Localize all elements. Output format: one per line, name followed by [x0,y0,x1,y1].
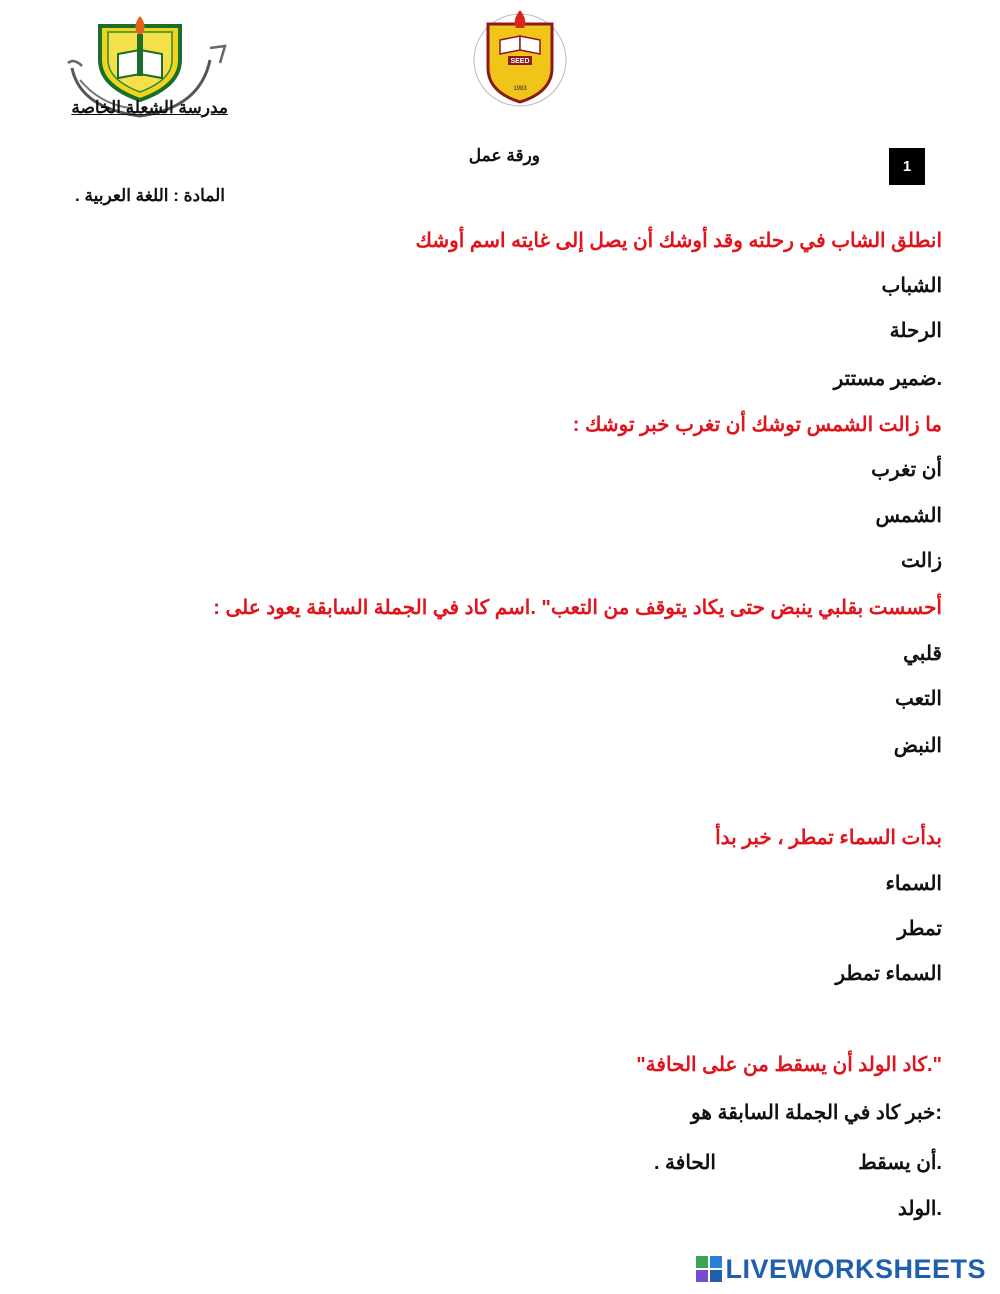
school-name: مدرسة الشعلة الخاصة [71,98,228,117]
question-5-subprompt: :خبر كاد في الجملة السابقة هو [691,1102,942,1124]
worksheet-title: ورقة عمل [468,146,540,165]
question-5-option-2[interactable]: الحافة . [653,1152,716,1174]
seed-logo [470,6,570,114]
liveworksheets-brand[interactable] [696,1253,986,1285]
question-3-option-3[interactable]: النبض [893,735,942,757]
question-1-option-2[interactable]: الرحلة [889,320,942,342]
question-4-option-1[interactable]: السماء [885,873,942,895]
subject-label: المادة : اللغة العربية . [75,186,225,205]
seed-logo-label: SEED [510,58,530,65]
question-3-option-1[interactable]: قلبي [903,643,942,665]
question-5-option-3[interactable]: .الولد [897,1198,942,1220]
page-number-badge: 1 [889,148,925,185]
question-2-prompt: ما زالت الشمس توشك أن تغرب خبر توشك : [572,414,942,436]
question-4-option-3[interactable]: السماء تمطر [835,963,942,985]
question-4-option-2[interactable]: تمطر [897,918,942,940]
question-2-option-2[interactable]: الشمس [875,505,942,527]
question-1-prompt: انطلق الشاب في رحلته وقد أوشك أن يصل إلى غايته اسم أوشك [415,230,942,252]
question-1-option-1[interactable]: الشباب [881,275,942,297]
question-1-option-3[interactable]: .ضمير مستتر [833,368,942,390]
seed-logo-year: 1983 [513,86,527,92]
question-5-option-1[interactable]: .أن يسقط [858,1152,942,1174]
question-3-option-2[interactable]: التعب [895,688,942,710]
question-5-prompt: ".كاد الولد أن يسقط من على الحافة" [636,1054,942,1076]
question-4-prompt: بدأت السماء تمطر ، خبر بدأ [715,827,942,849]
liveworksheets-brand-text: LIVEWORKSHEETS [725,1253,986,1284]
liveworksheets-logo-icon [696,1256,722,1282]
question-3-prompt: أحسست بقلبي ينبض حتى يكاد يتوقف من التعب" .اسم كاد في الجملة السابقة يعود على : [213,597,942,619]
question-2-option-3[interactable]: زالت [901,550,942,572]
question-2-option-1[interactable]: أن تغرب [871,459,942,481]
